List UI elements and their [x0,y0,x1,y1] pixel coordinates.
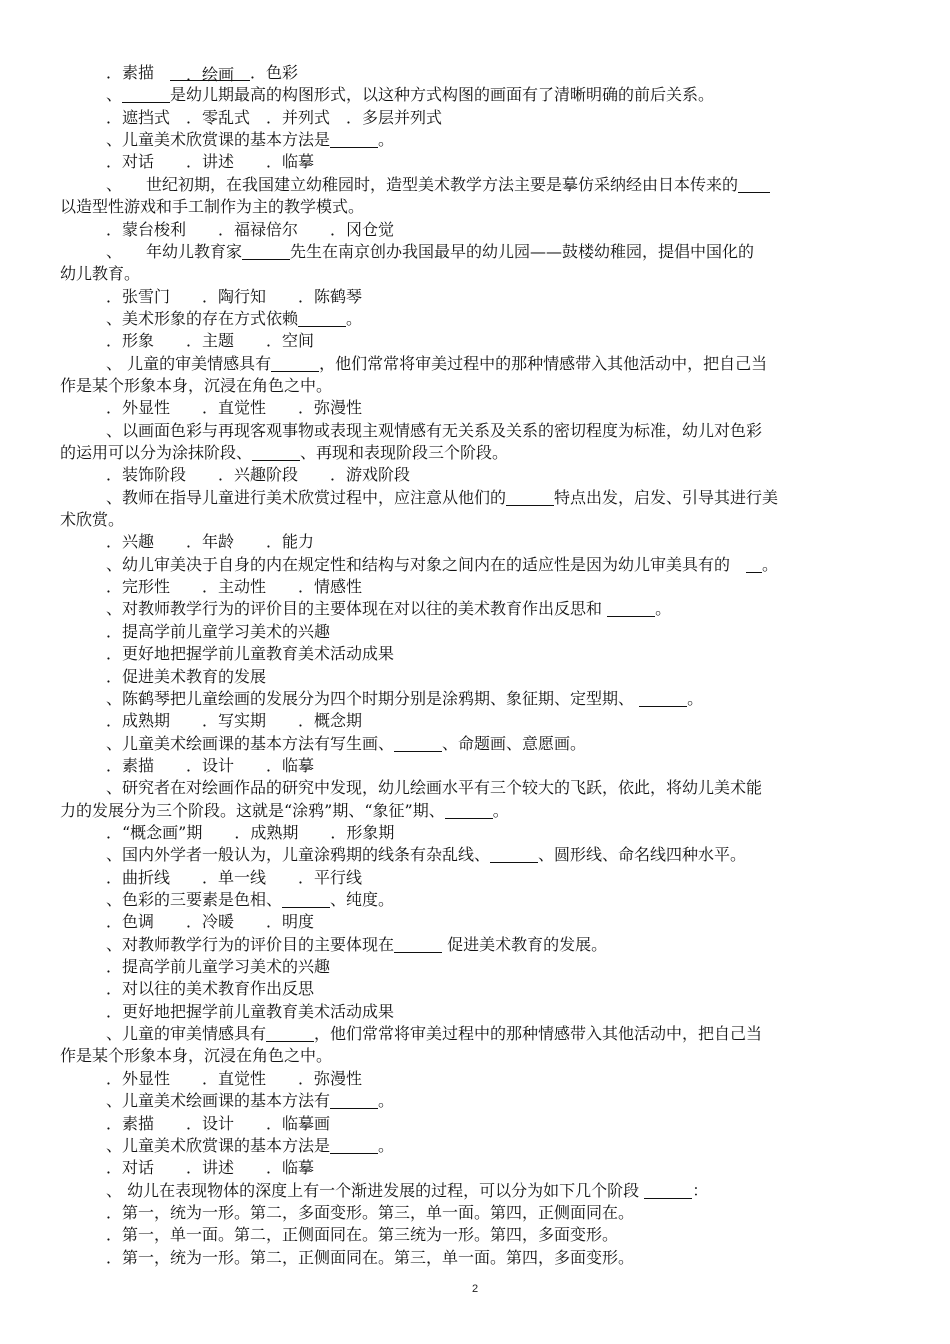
line-text: 特点出发，启发、引导其进行美 [554,487,779,507]
answer-blank [330,1137,378,1154]
line-text: 、研究者在对绘画作品的研究中发现，幼儿绘画水平有三个较大的飞跃，依此，将幼儿美术能 [106,778,763,798]
line-text: ．对话 ．讲述 ．临摹 [106,152,315,172]
answer-blank [330,131,378,148]
text-line [60,442,890,464]
line-text: 、陈鹤琴把儿童绘画的发展分为四个时期分别是涂鸦期、象征期、定型期、 [106,688,640,708]
line-text: ．色调 ．冷暖 ．明度 [106,912,315,932]
line-text: 是幼儿期最高的构图形式，以这种方式构图的画面有了清晰明确的前后关系。 [170,85,715,105]
line-text: 、儿童美术绘画课的基本方法有 [106,1091,331,1111]
line-text: 、以画面色彩与再现客观事物或表现主观情感有无关系及关系的密切程度为标准，幼儿对色彩 [106,420,763,440]
answer-blank [644,1182,692,1199]
text-line [60,219,936,241]
text-line [60,621,936,643]
text-line [60,1247,936,1269]
line-text: 、 年幼儿教育家 [106,241,243,261]
line-text: 。 [378,130,395,150]
line-text: 、 幼儿在表现物体的深度上有一个渐进发展的过程，可以分为如下几个阶段 [106,1180,645,1200]
line-text: 、 儿童的审美情感具有 [106,353,272,373]
text-line [60,1001,936,1023]
text-line [60,308,936,330]
line-text: 、幼儿审美决于自身的内在规定性和结构与对象之间内在的适应性是因为幼儿审美具有的 [106,554,747,574]
line-text: ．“概念画”期 ．成熟期 ．形象期 [106,822,395,842]
line-text: ．素描 ．设计 ．临摹画 [106,1113,331,1133]
text-line [60,733,936,755]
line-text: 、儿童美术欣赏课的基本方法是 [106,130,331,150]
text-line [60,800,890,822]
line-text: 促进美术教育的发展。 [442,934,608,954]
text-line [60,598,936,620]
line-text: 、命题画、意愿画。 [442,733,587,753]
line-text: ．提高学前儿童学习美术的兴趣 [106,957,331,976]
text-line [60,822,936,844]
line-text: 、色彩的三要素是色相、 [106,890,283,909]
line-text: 。 [492,800,509,820]
text-line [60,330,936,352]
text-line [60,755,936,777]
answer-blank [282,891,330,908]
text-line [60,1135,936,1157]
answer-blank [746,556,762,573]
text-line [60,531,936,553]
text-line [60,420,936,442]
line-text: ．第一，单一面。第二，正侧面同在。第三统为一形。第四，多面变形。 [106,1225,619,1245]
text-line [60,867,936,889]
line-text: ，他们常常将审美过程中的那种情感带入其他活动中，把自己当 [319,353,768,373]
text-line [60,84,936,106]
line-text: ．更好地把握学前儿童教育美术活动成果 [106,644,395,664]
line-text: ．更好地把握学前儿童教育美术活动成果 [106,1001,395,1021]
answer-blank [506,489,554,506]
line-text: ．蒙台梭利 ．福禄倍尔 ．冈仓觉 [106,219,395,239]
text-line [60,151,936,173]
line-text: 作是某个形象本身，沉浸在角色之中。 [60,375,333,395]
line-text: 、 [106,85,123,105]
line-text: 、教师在指导儿童进行美术欣赏过程中，应注意从他们的 [106,487,507,507]
line-text: ．完形性 ．主动性 ．情感性 [106,577,363,597]
line-text: 、对教师教学行为的评价目的主要体现在 [106,934,395,954]
line-text: 。 [378,1135,395,1155]
text-line [60,129,936,151]
answer-blank [607,600,655,617]
line-text: 以造型性游戏和手工制作为主的教学模式。 [60,197,365,217]
text-line [60,777,936,799]
line-text: 。 [687,688,704,708]
text-line [60,688,936,710]
text-line [60,1180,936,1202]
answer-blank [298,310,346,327]
text-line [60,487,936,509]
text-line [60,375,890,397]
answer-blank [738,176,770,193]
line-text: ．素描 ．设计 ．临摹 [106,755,315,775]
text-line [60,934,936,956]
text-line [60,1202,936,1224]
answer-blank [271,355,319,372]
text-line [60,576,936,598]
line-text: ．成熟期 ．写实期 ．概念期 [106,711,363,731]
line-text: 。 [762,554,779,574]
line-text: ．第一，统为一形。第二，正侧面同在。第三，单一面。第四，多面变形。 [106,1247,635,1267]
line-text: 先生在南京创办我国最早的幼儿园——鼓楼幼稚园，提倡中国化的 [290,241,755,261]
line-text: ．对话 ．讲述 ．临摹 [106,1158,315,1178]
answer-blank [394,936,442,953]
answer-blank [122,86,170,103]
line-text: ．兴趣 ．年龄 ．能力 [106,532,315,552]
line-text: ．形象 ．主题 ．空间 [106,331,315,351]
text-line [60,1224,936,1246]
text-line [60,1157,936,1179]
text-line [60,196,890,218]
line-text: 幼儿教育。 [60,264,141,284]
line-text: ．外显性 ．直觉性 ．弥漫性 [106,1068,363,1088]
text-line [60,62,936,84]
line-text: ： [692,1180,709,1200]
line-text: ．色彩 [250,63,299,82]
line-text: 的运用可以分为涂抹阶段、 [60,443,253,462]
text-line [60,911,936,933]
page-number: 2 [471,1283,479,1295]
text-line [60,1023,936,1045]
line-text: 、儿童美术欣赏课的基本方法是 [106,1135,331,1155]
text-line [60,956,936,978]
text-line [60,710,936,732]
line-text: ．素描 [106,63,171,82]
answer-blank [330,1092,378,1109]
text-line [60,1068,936,1090]
line-text: 、 世纪初期，在我国建立幼稚园时，造型美术教学方法主要是摹仿采纳经由日本传来的 [106,174,739,194]
text-line [60,1113,936,1135]
text-line [60,844,936,866]
line-text: ．外显性 ．直觉性 ．弥漫性 [106,398,363,418]
text-line [60,509,890,531]
text-line [60,107,936,129]
text-line [60,174,936,196]
line-text: 、儿童的审美情感具有 [106,1024,267,1044]
text-line [60,1090,936,1112]
line-text: ．曲折线 ．单一线 ．平行线 [106,867,363,887]
text-line [60,397,936,419]
answer-blank [639,690,687,707]
line-text: ．对以往的美术教育作出反思 [106,979,315,999]
text-line [60,554,936,576]
text-line [60,889,936,911]
line-text: 。 [655,599,672,619]
answer-blank [445,802,493,819]
line-text: ．提高学前儿童学习美术的兴趣 [106,621,331,641]
text-line [60,464,936,486]
line-text: 、儿童美术绘画课的基本方法有写生画、 [106,733,395,753]
text-line [60,666,936,688]
line-text: 。 [378,1091,395,1111]
answer-blank [242,243,290,260]
line-text: 、纯度。 [330,890,395,909]
text-line [60,241,936,263]
answer-blank [266,1025,314,1042]
answer-blank [252,444,300,461]
line-text: 、美术形象的存在方式依赖 [106,308,299,328]
line-text: ．促进美术教育的发展 [106,666,267,686]
answer-blank [394,735,442,752]
line-text: 力的发展分为三个阶段。这就是“涂鸦”期、“象征”期、 [60,800,445,820]
text-line [60,643,936,665]
text-line [60,978,936,1000]
line-text: ，他们常常将审美过程中的那种情感带入其他活动中，把自己当 [314,1024,763,1044]
answer-blank [490,846,538,863]
line-text: 、对教师教学行为的评价目的主要体现在对以往的美术教育作出反思和 [106,599,608,619]
line-text: ．张雪门 ．陶行知 ．陈鹤琴 [106,286,363,306]
line-text: 、再现和表现阶段三个阶段。 [300,443,509,462]
line-text: 作是某个形象本身，沉浸在角色之中。 [60,1046,333,1066]
line-text: ．第一，统为一形。第二，多面变形。第三，单一面。第四，正侧面同在。 [106,1202,635,1222]
text-line [60,353,936,375]
line-text: ．遮挡式 ．零乱式 ．并列式 ．多层并列式 [106,107,443,127]
line-text: ．装饰阶段 ．兴趣阶段 ．游戏阶段 [106,465,411,485]
line-text: 。 [346,308,363,328]
line-text: 、圆形线、命名线四种水平。 [538,845,747,865]
answer-blank: ．绘画 [170,65,251,84]
line-text: 、国内外学者一般认为，儿童涂鸦期的线条有杂乱线、 [106,845,491,865]
text-line [60,1045,890,1067]
text-line [60,263,890,285]
text-line [60,286,936,308]
line-text: 术欣赏。 [60,510,125,529]
